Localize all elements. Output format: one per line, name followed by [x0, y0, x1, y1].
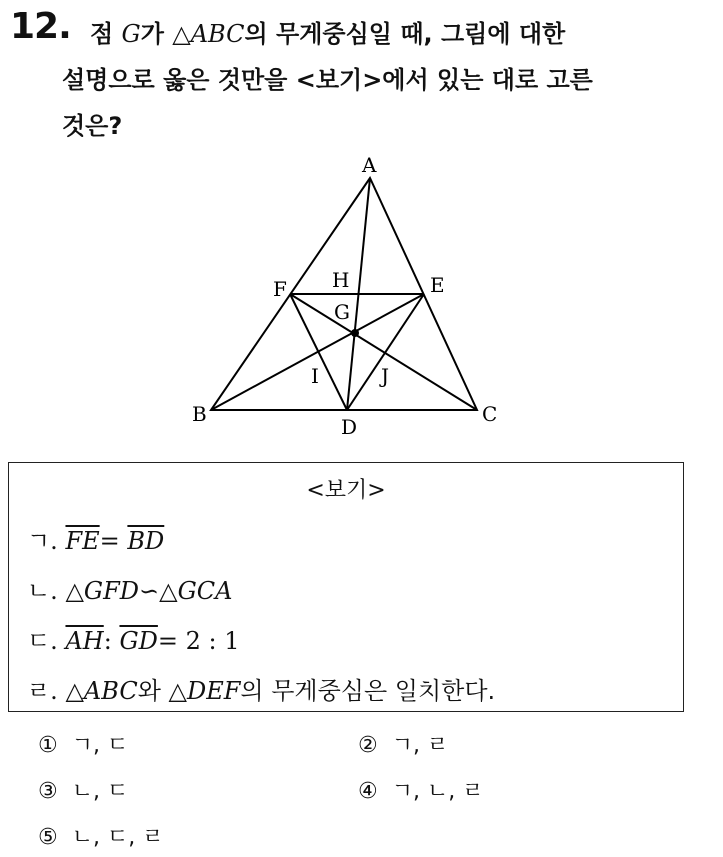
- choice-5[interactable]: [38, 820, 163, 851]
- label-c: C: [482, 402, 498, 426]
- label-a: A: [362, 153, 377, 177]
- label-e: E: [430, 273, 445, 297]
- choice-number: ②: [358, 733, 378, 758]
- choice-1[interactable]: [38, 728, 128, 759]
- choice-text: ㄱ, ㄷ: [71, 733, 129, 758]
- colon-sign: :: [103, 627, 112, 655]
- bogi-item-2: [27, 571, 232, 606]
- item-marker: ㄹ.: [27, 677, 58, 705]
- choice-3[interactable]: [38, 774, 128, 805]
- choice-2[interactable]: [358, 728, 448, 759]
- segment-ed: [347, 294, 424, 410]
- bogi-item-3: [27, 621, 240, 656]
- choice-number: ③: [38, 779, 58, 804]
- choice-text: ㄴ, ㄷ: [71, 779, 129, 804]
- item-text: 와: [137, 677, 169, 705]
- label-g: G: [334, 300, 350, 324]
- label-b: B: [192, 402, 207, 426]
- label-i: I: [311, 364, 319, 388]
- item-marker: ㄱ.: [27, 527, 58, 555]
- triangle-gca-text: △GCA: [159, 577, 233, 605]
- segment-bd-text: $\overline{BD}$: [127, 527, 165, 555]
- question-text: 가 △: [140, 20, 191, 48]
- question-number: 12.: [10, 6, 71, 47]
- label-f: F: [273, 277, 287, 301]
- label-j: J: [381, 364, 390, 388]
- segment-ah-text: $\overline{AH}$: [65, 627, 104, 655]
- bogi-title: <보기>: [306, 478, 386, 503]
- choice-number: ④: [358, 779, 378, 804]
- choice-text: ㄴ, ㄷ, ㄹ: [71, 825, 164, 850]
- similar-sign: ∽: [139, 577, 160, 605]
- item-marker: ㄴ.: [27, 577, 58, 605]
- choice-number: ⑤: [38, 825, 58, 850]
- point-g-symbol: G: [121, 20, 141, 48]
- segment-gd-text: $\overline{GD}$: [119, 627, 158, 655]
- segment-fe-text: $\overline{FE}$: [65, 527, 100, 555]
- choice-text: ㄱ, ㄴ, ㄹ: [391, 779, 484, 804]
- question-text: 점: [90, 20, 122, 48]
- label-h: H: [332, 268, 350, 292]
- bogi-box: [8, 462, 684, 712]
- choice-4[interactable]: [358, 774, 483, 805]
- triangle-abc-text: △ABC: [65, 677, 138, 705]
- item-text: 의 무게중심은 일치한다.: [240, 677, 496, 705]
- question-text: 의 무게중심일 때, 그림에 대한: [244, 20, 566, 48]
- equals-sign: =: [99, 527, 120, 555]
- choice-text: ㄱ, ㄹ: [391, 733, 449, 758]
- label-d: D: [341, 415, 358, 439]
- bogi-item-4: [27, 671, 495, 706]
- centroid-point: [351, 329, 359, 337]
- triangle-abc-symbol: ABC: [190, 20, 245, 48]
- item-marker: ㄷ.: [27, 627, 58, 655]
- choice-number: ①: [38, 733, 58, 758]
- ratio-text: = 2 : 1: [157, 627, 240, 655]
- question-line-3: 것은?: [62, 112, 123, 140]
- question-line-2: 설명으로 옳은 것만을 <보기>에서 있는 대로 고른: [62, 66, 593, 94]
- bogi-item-1: [27, 521, 164, 556]
- triangle-gfd-text: △GFD: [65, 577, 139, 605]
- triangle-def-text: △DEF: [168, 677, 241, 705]
